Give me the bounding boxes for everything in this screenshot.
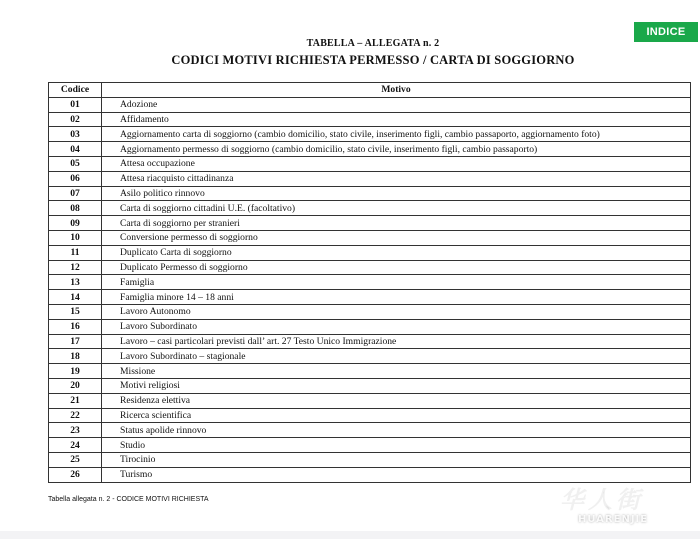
row-motivo: Ricerca scientifica [102,408,691,423]
watermark-site-name: HUARENJIE [578,514,649,525]
row-code: 26 [49,467,102,482]
row-motivo: Aggiornamento permesso di soggiorno (cambio domicilio, stato civile, inserimento figli, cambio passaporto) [102,142,691,157]
row-code: 03 [49,127,102,142]
table-row [49,186,691,201]
table-row [49,393,691,408]
row-motivo: Lavoro Subordinato [102,319,691,334]
table-row [49,201,691,216]
row-motivo: Duplicato Permesso di soggiorno [102,260,691,275]
watermark [560,480,690,530]
row-code: 23 [49,423,102,438]
table-row [49,171,691,186]
table-row [49,290,691,305]
row-code: 13 [49,275,102,290]
watermark-logo: 华人街 [560,486,644,514]
row-motivo: Affidamento [102,112,691,127]
row-code: 11 [49,245,102,260]
row-motivo: Asilo politico rinnovo [102,186,691,201]
table-row [49,216,691,231]
table-row [49,156,691,171]
row-motivo: Attesa riacquisto cittadinanza [102,171,691,186]
row-code: 06 [49,171,102,186]
row-code: 22 [49,408,102,423]
table-row [49,334,691,349]
table-header-row [49,83,691,98]
row-motivo: Famiglia minore 14 – 18 anni [102,290,691,305]
table-row [49,438,691,453]
row-motivo: Turismo [102,467,691,482]
table-row [49,142,691,157]
table-row [49,378,691,393]
row-motivo: Motivi religiosi [102,378,691,393]
row-motivo: Residenza elettiva [102,393,691,408]
row-motivo: Conversione permesso di soggiorno [102,230,691,245]
table-row [49,364,691,379]
table-row [49,260,691,275]
table-row [49,423,691,438]
table-row [49,127,691,142]
table-row [49,275,691,290]
row-motivo: Lavoro Subordinato – stagionale [102,349,691,364]
row-code: 20 [49,378,102,393]
table-row [49,452,691,467]
row-code: 05 [49,156,102,171]
row-code: 02 [49,112,102,127]
row-code: 19 [49,364,102,379]
row-motivo: Tirocinio [102,452,691,467]
row-code: 16 [49,319,102,334]
column-header-motivo: Motivo [102,83,691,98]
row-motivo: Attesa occupazione [102,156,691,171]
row-code: 01 [49,97,102,112]
table-body [49,97,691,482]
row-code: 24 [49,438,102,453]
table-row [49,112,691,127]
table-row [49,408,691,423]
row-motivo: Lavoro Autonomo [102,304,691,319]
row-code: 04 [49,142,102,157]
table-row [49,245,691,260]
document-subtitle: TABELLA – ALLEGATA n. 2 [306,38,440,49]
row-motivo: Lavoro – casi particolari previsti dall’ art. 27 Testo Unico Immigrazione [102,334,691,349]
table-row [49,230,691,245]
row-motivo: Adozione [102,97,691,112]
row-code: 08 [49,201,102,216]
table-row [49,319,691,334]
table-row [49,467,691,482]
row-motivo: Famiglia [102,275,691,290]
row-motivo: Carta di soggiorno per stranieri [102,216,691,231]
codes-table [48,82,691,483]
row-code: 14 [49,290,102,305]
row-code: 10 [49,230,102,245]
row-code: 25 [49,452,102,467]
table-caption: Tabella allegata n. 2 - CODICE MOTIVI RICHIESTA [48,496,209,503]
row-code: 15 [49,304,102,319]
table-row [49,304,691,319]
row-code: 18 [49,349,102,364]
row-code: 09 [49,216,102,231]
row-code: 21 [49,393,102,408]
row-code: 07 [49,186,102,201]
row-motivo: Duplicato Carta di soggiorno [102,245,691,260]
table-row [49,97,691,112]
row-motivo: Carta di soggiorno cittadini U.E. (facoltativo) [102,201,691,216]
row-motivo: Missione [102,364,691,379]
table-row [49,349,691,364]
row-motivo: Status apolide rinnovo [102,423,691,438]
document-title: CODICI MOTIVI RICHIESTA PERMESSO / CARTA DI SOGGIORNO [171,53,575,67]
row-motivo: Aggiornamento carta di soggiorno (cambio domicilio, stato civile, inserimento figli, cambio passaporto, aggiornamento foto) [102,127,691,142]
row-code: 12 [49,260,102,275]
column-header-codice: Codice [49,83,102,98]
row-code: 17 [49,334,102,349]
index-button[interactable]: INDICE [634,22,698,42]
row-motivo: Studio [102,438,691,453]
